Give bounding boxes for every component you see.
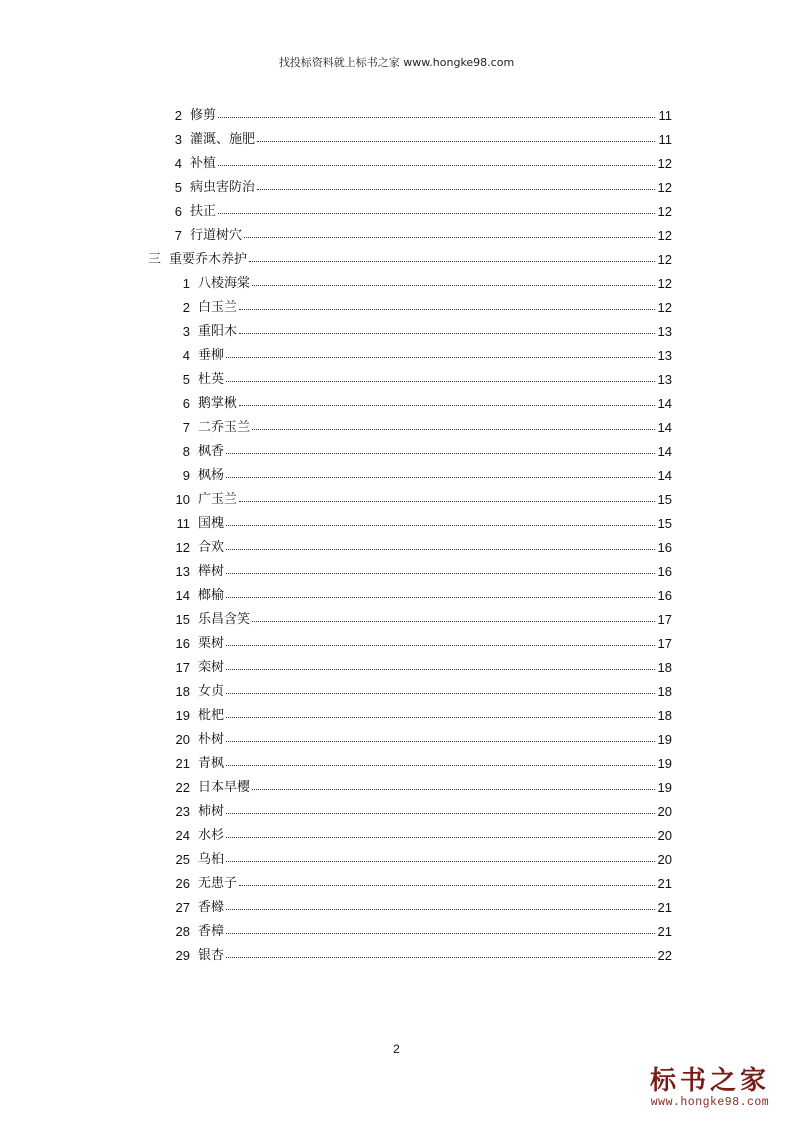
toc-leader-dots [226,548,655,550]
toc-entry-number: 19 [175,708,190,723]
toc-entry[interactable] [164,843,672,867]
toc-entry-title: 枫香 [198,444,225,459]
toc-entry-title: 病虫害防治 [190,180,256,195]
toc-entry-title: 柿树 [198,804,225,819]
toc-entry-page: 22 [657,948,672,963]
toc-entry-title: 广玉兰 [198,492,238,507]
toc-entry-page: 14 [657,396,672,411]
toc-leader-dots [226,908,655,910]
toc-entry-title: 乌桕 [198,852,225,867]
toc-entry-page: 11 [658,132,672,147]
toc-leader-dots [226,644,655,646]
toc-entry[interactable] [164,747,672,771]
toc-leader-dots [218,164,655,166]
toc-entry[interactable] [164,891,672,915]
toc-entry-page: 12 [657,180,672,195]
toc-entry[interactable] [164,819,672,843]
toc-leader-dots [226,932,655,934]
toc-entry-number: 27 [175,900,190,915]
toc-entry[interactable] [164,291,672,315]
toc-entry-title: 白玉兰 [198,300,238,315]
toc-leader-dots [239,500,655,502]
brand-logo [640,1066,780,1109]
toc-entry[interactable] [164,315,672,339]
toc-entry[interactable] [164,771,672,795]
toc-entry-number: 5 [174,180,182,195]
toc-entry[interactable] [164,363,672,387]
toc-leader-dots [252,788,655,790]
toc-entry-page: 14 [657,468,672,483]
toc-entry-title: 八棱海棠 [198,276,251,291]
toc-entry[interactable] [164,123,672,147]
toc-entry-number: 2 [182,300,190,315]
toc-leader-dots [226,812,655,814]
toc-entry-number: 3 [182,324,190,339]
toc-entry-number: 18 [175,684,190,699]
toc-leader-dots [226,764,655,766]
toc-entry-number: 17 [175,660,190,675]
toc-entry-number: 23 [175,804,190,819]
toc-entry-title: 朴树 [198,732,225,747]
toc-entry-page: 19 [657,732,672,747]
toc-entry-title: 合欢 [198,540,225,555]
toc-entry-number: 三 [148,251,162,266]
toc-leader-dots [226,476,655,478]
toc-leader-dots [244,236,655,238]
toc-entry-page: 16 [657,564,672,579]
toc-leader-dots [226,596,655,598]
toc-entry-number: 28 [175,924,190,939]
toc-entry[interactable] [164,267,672,291]
toc-leader-dots [226,452,655,454]
toc-entry-number: 29 [175,948,190,963]
toc-entry[interactable] [164,147,672,171]
toc-entry-title: 国槐 [198,516,225,531]
toc-entry[interactable] [164,171,672,195]
toc-entry[interactable] [164,339,672,363]
toc-entry-title: 榔榆 [198,588,225,603]
toc-leader-dots [252,620,655,622]
toc-entry-number: 21 [175,756,190,771]
toc-entry[interactable] [164,651,672,675]
toc-entry[interactable] [164,627,672,651]
toc-leader-dots [226,692,655,694]
toc-entry[interactable] [164,219,672,243]
toc-leader-dots [218,116,655,118]
page-number: 2 [393,1042,400,1056]
toc-entry-page: 19 [657,756,672,771]
toc-entry-title: 香橼 [198,900,225,915]
toc-leader-dots [226,956,655,958]
toc-entry-number: 11 [176,516,190,531]
toc-entry-page: 11 [658,108,672,123]
toc-entry-page: 17 [657,612,672,627]
toc-entry-title: 鹅掌楸 [198,396,238,411]
toc-entry-page: 15 [657,492,672,507]
toc-entry-page: 18 [657,708,672,723]
toc-leader-dots [226,716,655,718]
toc-entry-number: 8 [182,444,190,459]
toc-entry[interactable] [164,555,672,579]
toc-leader-dots [257,188,655,190]
toc-leader-dots [226,860,655,862]
toc-entry-page: 16 [657,540,672,555]
toc-leader-dots [239,332,655,334]
toc-entry-title: 二乔玉兰 [198,420,251,435]
toc-entry-number: 4 [182,348,190,363]
toc-entry-page: 12 [657,228,672,243]
toc-entry[interactable] [164,675,672,699]
toc-entry-page: 12 [657,300,672,315]
toc-leader-dots [226,572,655,574]
toc-entry-title: 银杏 [198,948,225,963]
toc-entry[interactable] [164,723,672,747]
toc-entry-number: 15 [175,612,190,627]
toc-entry-title: 乐昌含笑 [198,612,251,627]
toc-entry-title: 栗树 [198,636,225,651]
toc-leader-dots [226,380,655,382]
toc-entry[interactable] [164,915,672,939]
toc-entry-title: 香樟 [198,924,225,939]
toc-leader-dots [226,524,655,526]
toc-entry-page: 20 [657,852,672,867]
toc-entry-number: 1 [182,276,190,291]
toc-entry[interactable] [164,387,672,411]
toc-leader-dots [239,884,655,886]
toc-entry[interactable] [148,243,672,267]
toc-entry[interactable] [164,483,672,507]
toc-leader-dots [226,836,655,838]
toc-entry-number: 4 [174,156,182,171]
toc-entry-title: 修剪 [190,108,217,123]
toc-leader-dots [257,140,655,142]
toc-entry-title: 日本早樱 [198,780,251,795]
toc-leader-dots [252,428,655,430]
toc-entry-number: 6 [182,396,190,411]
toc-entry-page: 14 [657,444,672,459]
toc-leader-dots [252,284,655,286]
logo-title: 标书之家 [649,1066,770,1096]
toc-entry-title: 枫杨 [198,468,225,483]
toc-entry-number: 16 [175,636,190,651]
toc-entry-page: 14 [657,420,672,435]
toc-entry-page: 16 [657,588,672,603]
toc-entry[interactable] [164,939,672,963]
toc-entry-page: 21 [657,924,672,939]
toc-leader-dots [226,356,655,358]
toc-entry-page: 12 [657,276,672,291]
toc-entry-number: 24 [175,828,190,843]
toc-entry-title: 垂柳 [198,348,225,363]
toc-entry-title: 扶正 [190,204,217,219]
toc-entry-number: 25 [175,852,190,867]
logo-url: www.hongke98.com [650,1096,770,1109]
toc-entry-title: 榉树 [198,564,225,579]
toc-entry-number: 9 [182,468,190,483]
toc-entry-page: 17 [657,636,672,651]
toc-entry-number: 13 [175,564,190,579]
toc-entry-page: 19 [657,780,672,795]
toc-entry-page: 21 [657,876,672,891]
toc-entry-title: 重要乔木养护 [169,252,248,267]
toc-entry-number: 6 [174,204,182,219]
toc-entry-page: 13 [657,324,672,339]
toc-entry-number: 26 [175,876,190,891]
toc-leader-dots [226,740,655,742]
toc-entry-page: 12 [657,204,672,219]
toc-entry-title: 杜英 [198,372,225,387]
toc-entry-number: 5 [182,372,190,387]
toc-entry[interactable] [164,507,672,531]
toc-entry[interactable] [164,459,672,483]
toc-entry-number: 20 [175,732,190,747]
toc-entry-number: 12 [175,540,190,555]
toc-entry[interactable] [164,195,672,219]
toc-leader-dots [239,404,655,406]
toc-entry[interactable] [164,795,672,819]
toc-entry[interactable] [164,99,672,123]
toc-leader-dots [239,308,655,310]
toc-entry-page: 13 [657,372,672,387]
toc-entry-title: 灌溉、施肥 [190,132,256,147]
toc-entry-page: 18 [657,660,672,675]
toc-entry-title: 行道树穴 [190,228,243,243]
toc-entry-title: 栾树 [198,660,225,675]
toc-entry[interactable] [164,531,672,555]
toc-entry-page: 13 [657,348,672,363]
toc-entry-title: 重阳木 [198,324,238,339]
toc-entry-title: 枇杷 [198,708,225,723]
toc-entry-page: 18 [657,684,672,699]
toc-entry-page: 21 [657,900,672,915]
toc-entry-page: 20 [657,828,672,843]
toc-leader-dots [249,260,655,262]
toc-entry[interactable] [164,411,672,435]
toc-entry-number: 3 [174,132,182,147]
toc-entry-title: 补植 [190,156,217,171]
toc-entry-number: 10 [175,492,190,507]
toc-entry-number: 14 [175,588,190,603]
toc-entry-page: 12 [657,252,672,267]
toc-entry-page: 15 [657,516,672,531]
toc-entry-page: 12 [657,156,672,171]
toc-entry[interactable] [164,579,672,603]
toc-entry-title: 女贞 [198,684,225,699]
toc-entry[interactable] [164,603,672,627]
toc-leader-dots [218,212,655,214]
toc-entry-number: 2 [174,108,182,123]
toc-entry-title: 水杉 [198,828,225,843]
toc-leader-dots [226,668,655,670]
toc-entry-title: 无患子 [198,876,238,891]
toc-entry-number: 7 [174,228,182,243]
toc-entry[interactable] [164,699,672,723]
toc-entry-number: 7 [182,420,190,435]
toc-entry-number: 22 [175,780,190,795]
toc-entry[interactable] [164,867,672,891]
toc-entry[interactable] [164,435,672,459]
toc-entry-page: 20 [657,804,672,819]
page-header: 找投标资料就上标书之家 www.hongke98.com [278,56,515,69]
toc-entry-title: 青枫 [198,756,225,771]
